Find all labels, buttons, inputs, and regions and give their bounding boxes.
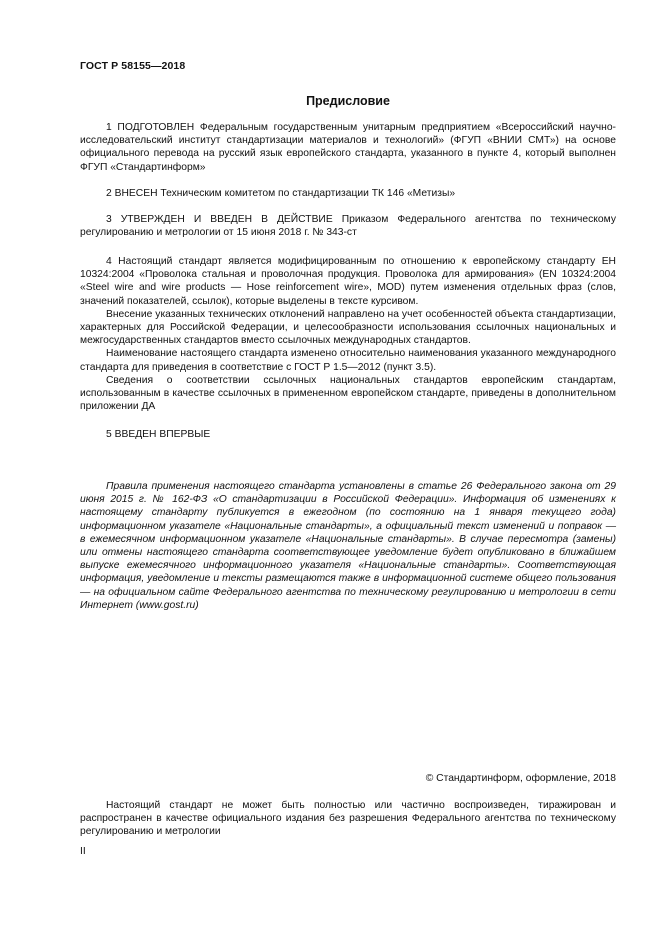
document-code-header: ГОСТ Р 58155—2018 xyxy=(80,60,186,72)
preface-item-2 xyxy=(80,187,616,200)
copyright-line: © Стандартинформ, оформление, 2018 xyxy=(425,773,616,784)
preface-item-4-paragraph: Наименование настоящего стандарта изменено относительно наименования указанного международного стандарта для приведения в соответствие с ГОСТ Р 1.5—2012 (пункт 3.5). xyxy=(80,348,616,373)
page-number: II xyxy=(80,846,86,857)
preface-item-2-text: 2 ВНЕСЕН Техническим комитетом по стандартизации ТК 146 «Метизы» xyxy=(106,188,456,199)
preface-item-5-text: 5 ВВЕДЕН ВПЕРВЫЕ xyxy=(106,429,211,440)
reproduction-notice xyxy=(80,799,616,839)
preface-item-4-paragraph: Сведения о соответствии ссылочных национальных стандартов европейским стандартам, использованным в качестве ссылочных в примененном европейском стандарте, приведены в дополнительном приложении ДА xyxy=(80,374,616,413)
preface-item-1-text: 1 ПОДГОТОВЛЕН Федеральным государственным унитарным предприятием «Всероссийский научно-исследовательский институт стандартизации материалов и технологий» (ФГУП «ВНИИ СМТ») на основе официального перевода на русский язык европейского стандарта, указанного в пункте 4, который выполнен ФГУП «Стандартинформ» xyxy=(80,122,616,173)
preface-item-4-paragraph: Внесение указанных технических отклонений направлено на учет особенностей объекта стандартизации, характерных для Российской Федерации, и целесообразности использования ссылочных национальных и межгосударственных стандартов вместо ссылочных международных стандартов. xyxy=(80,308,616,347)
rules-application-note-text: Правила применения настоящего стандарта установлены в статье 26 Федерального закона от 29 июня 2015 г. № 162-ФЗ «О стандартизации в Российской Федерации». Информация об изменениях к настоящему стандарту публикуется в ежегодном (по состоянию на 1 января текущего года) информационном указателе «Национальные стандарты», а официальный текст изменений и поправок — в ежемесячном информационном указателе «Национальные стандарты». В случае пересмотра (замены) или отмены настоящего стандарта соответствующее уведомление будет опубликовано в ближайшем выпуске ежемесячного информационного указателя «Национальные стандарты». Соответствующая информация, уведомление и тексты размещаются также в информационной системе общего пользования — на официальном сайте Федерального агентства по техническому регулированию и метрологии в сети Интернет (www.gost.ru) xyxy=(80,481,616,611)
preface-item-4 xyxy=(80,255,616,413)
reproduction-notice-text: Настоящий стандарт не может быть полностью или частично воспроизведен, тиражирован и распространен в качестве официального издания без разрешения Федерального агентства по техническому регулированию и метрологии xyxy=(80,800,616,838)
preface-item-3 xyxy=(80,213,616,239)
preface-item-4-paragraph: 4 Настоящий стандарт является модифицированным по отношению к европейскому стандарту ЕН 10324:2004 «Проволока стальная и проволочная продукция. Проволока для армирования» (EN 10324:2004 «Steel wire and wire products — Hose reinforcement wire», MOD) путем изменения отдельных фраз (слов, значений показателей, ссылок), которые выделены в тексте курсивом. xyxy=(80,256,616,307)
preface-item-3-text: 3 УТВЕРЖДЕН И ВВЕДЕН В ДЕЙСТВИЕ Приказом Федерального агентства по техническому регулированию и метрологии от 15 июня 2018 г. № 343-ст xyxy=(80,214,616,239)
preface-title: Предисловие xyxy=(306,94,390,108)
preface-item-1 xyxy=(80,121,616,174)
preface-item-5 xyxy=(80,428,616,441)
rules-application-note xyxy=(80,480,616,612)
